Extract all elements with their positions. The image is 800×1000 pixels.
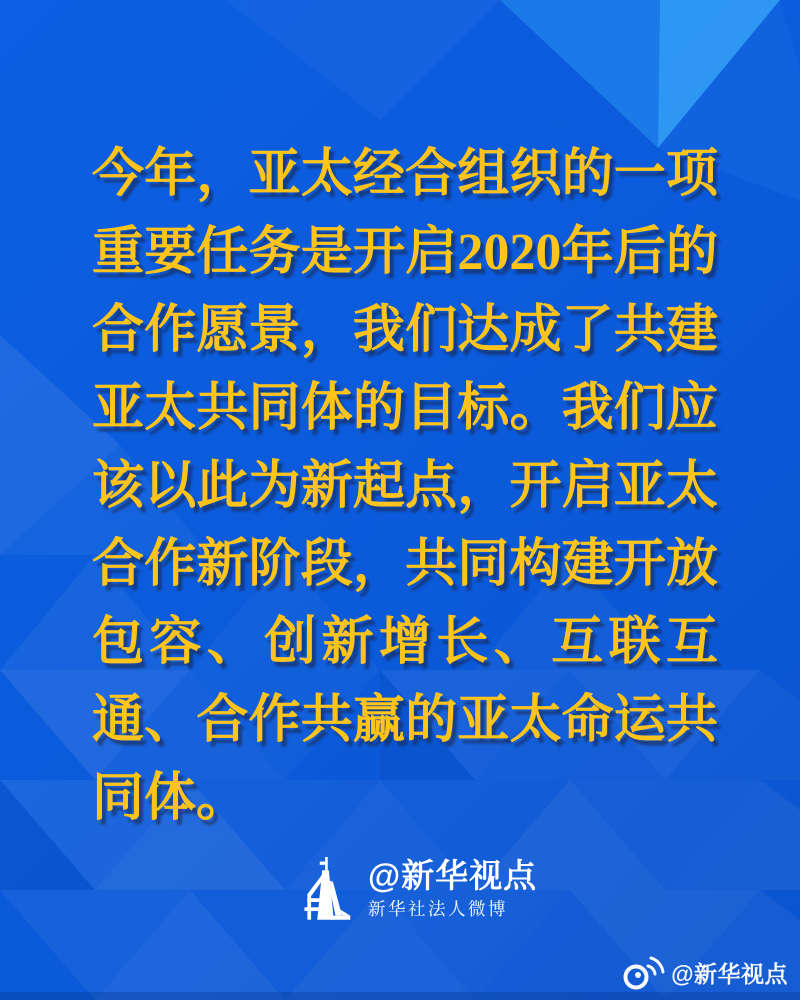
footer-texts: [368, 857, 537, 921]
quote-line-5: 该以此为新起点，开启亚太: [92, 458, 718, 515]
footer-account-subtitle: 新华社法人微博: [368, 899, 508, 919]
footer-branding: [296, 857, 537, 923]
weibo-watermark: [621, 954, 788, 990]
quote-line-9: 同体。: [92, 770, 249, 827]
footer-account-handle: @新华视点: [368, 857, 538, 894]
quote-line-2: 重要任务是开启2020年后的: [92, 224, 718, 281]
quote-text-block: [92, 136, 718, 838]
quote-line-6: 合作新阶段，共同构建开放: [92, 536, 718, 593]
quote-line-7: 包容、创新增长、互联互: [92, 614, 718, 671]
weibo-icon: [621, 954, 665, 990]
quote-line-4: 亚太共同体的目标。我们应: [92, 380, 718, 437]
xinhua-monument-icon: [296, 857, 360, 923]
quote-line-1: 今年，亚太经合组织的一项: [92, 146, 718, 203]
quote-line-3: 合作愿景，我们达成了共建: [92, 302, 718, 359]
watermark-handle: @新华视点: [671, 960, 788, 987]
quote-line-8: 通、合作共赢的亚太命运共: [92, 692, 718, 749]
